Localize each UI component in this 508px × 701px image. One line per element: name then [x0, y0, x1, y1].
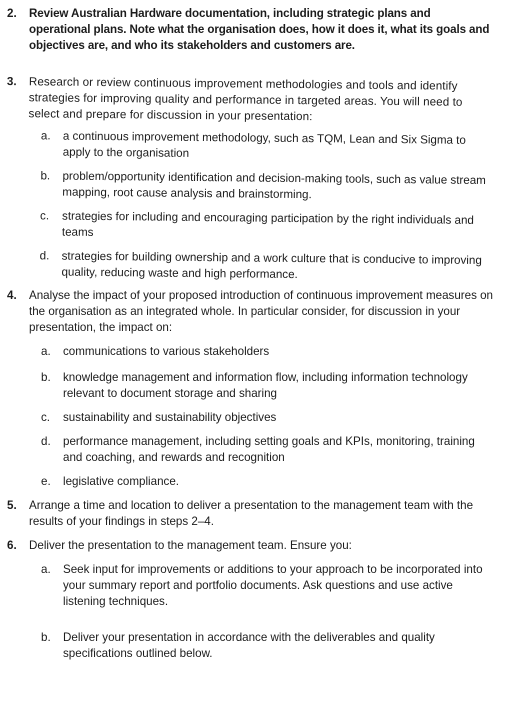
step-6-subitems — [7, 562, 494, 662]
sub-text: knowledge management and information flow, including information technology relevant to document storage and sharing — [63, 371, 468, 400]
step-3 — [6, 74, 493, 127]
list-item — [39, 248, 492, 285]
sub-text: communications to various stakeholders — [63, 345, 270, 358]
sub-letter: a. — [40, 129, 51, 143]
step-5 — [7, 498, 494, 530]
list-item — [41, 474, 494, 490]
sub-text: Seek input for improvements or additions to your approach to be incorporated into your summary report and portfolio documents. Ask questions and use active listening techniques. — [63, 563, 483, 608]
list-item — [40, 168, 493, 205]
step-text: Review Australian Hardware documentation, including strategic plans and operational plans. Note what the organisation does, how it does it, what its goals and objectives are, and who its stakeholders and customers are. — [29, 7, 490, 52]
sub-text: strategies for building ownership and a work culture that is conducive to improving quality, reducing waste and high performance. — [61, 249, 482, 282]
sub-text: legislative compliance. — [63, 475, 179, 488]
sub-letter: d. — [39, 249, 50, 263]
list-item — [41, 344, 494, 360]
sub-text: sustainability and sustainability objectives — [63, 411, 277, 424]
sub-letter: b. — [41, 631, 51, 644]
step-text: Research or review continuous improvement methodologies and tools and identify strategies for improving quality and performance in targeted areas. You will need to select and prepare for discussion in your presentation: — [28, 75, 463, 124]
step-4-subitems — [7, 344, 494, 490]
sub-letter: c. — [41, 411, 51, 424]
step-2 — [7, 6, 494, 54]
sub-letter: b. — [41, 371, 51, 384]
sub-text: problem/opportunity identification and decision-making tools, such as value stream mapping, root cause analysis and brainstorming. — [62, 169, 486, 202]
list-item — [40, 208, 493, 245]
sub-text: strategies for including and encouraging participation by the right individuals and teams — [61, 209, 474, 239]
step-number: 3. — [6, 74, 17, 89]
step-number: 6. — [7, 539, 17, 552]
sub-letter: c. — [40, 209, 50, 223]
list-item — [41, 128, 494, 165]
list-item — [41, 562, 494, 610]
sub-text: Deliver your presentation in accordance with the deliverables and quality specifications outlined below. — [63, 631, 435, 660]
sub-letter: d. — [41, 435, 51, 448]
sub-letter: b. — [40, 169, 51, 183]
step-number: 2. — [7, 7, 17, 20]
step-4 — [7, 288, 494, 336]
sub-letter: e. — [41, 475, 51, 488]
list-item — [41, 370, 494, 402]
sub-text: performance management, including setting goals and KPIs, monitoring, training and coaching, and rewards and recognition — [63, 435, 475, 464]
step-text: Analyse the impact of your proposed introduction of continuous improvement measures on the organisation as an integrated whole. In particular consider, for discussion in your presentation, the impact on: — [29, 289, 494, 334]
sub-letter: a. — [41, 563, 51, 576]
list-item — [41, 434, 494, 466]
sub-letter: a. — [41, 345, 51, 358]
step-3-subitems — [5, 128, 494, 285]
step-text: Deliver the presentation to the management team. Ensure you: — [29, 539, 352, 552]
step-text: Arrange a time and location to deliver a presentation to the management team with the results of your findings in steps 2–4. — [29, 499, 474, 528]
sub-text: a continuous improvement methodology, such as TQM, Lean and Six Sigma to apply to the organisation — [62, 129, 466, 160]
list-item — [41, 410, 494, 426]
step-number: 4. — [7, 289, 17, 302]
step-6 — [7, 538, 494, 554]
step-number: 5. — [7, 499, 17, 512]
list-item — [41, 630, 494, 662]
